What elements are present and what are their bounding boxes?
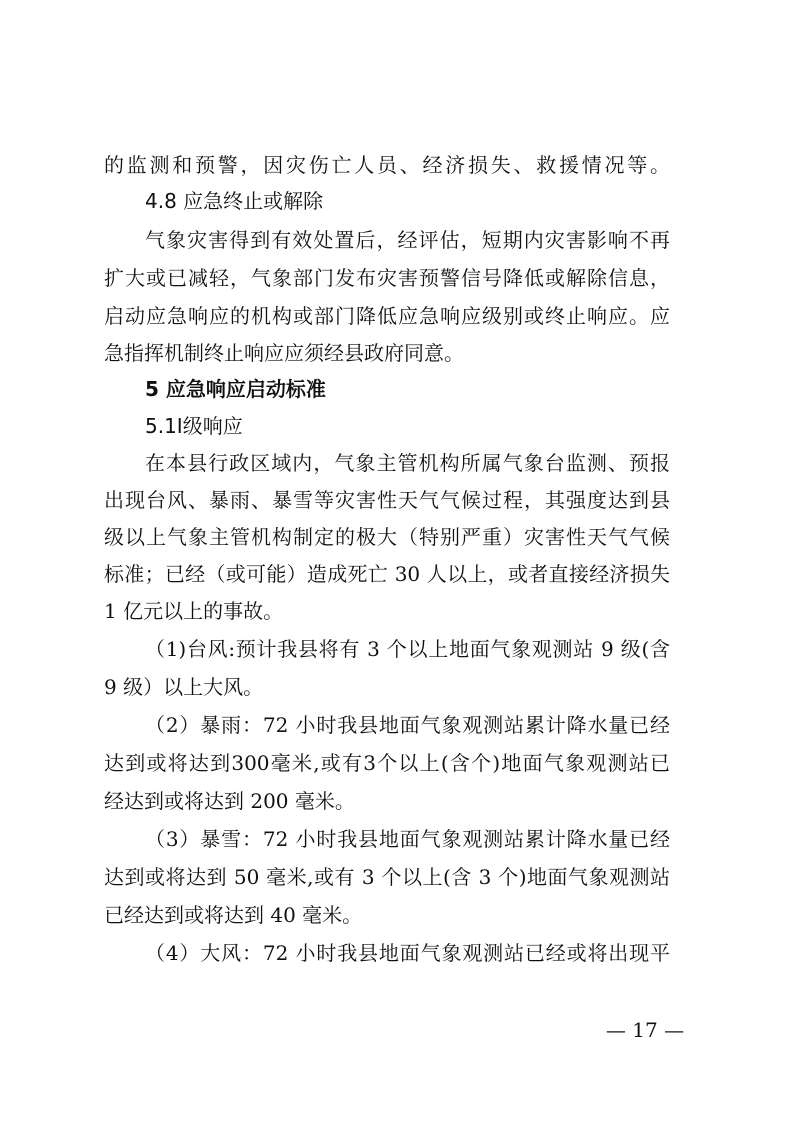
paragraph-line: 经达到或将达到 200 毫米。 bbox=[104, 789, 355, 813]
section-heading-4-8: 4.8 应急终止或解除 bbox=[145, 189, 324, 213]
paragraph-line: 扩大或已减轻，气象部门发布灾害预警信号降低或解除信息， bbox=[104, 266, 670, 290]
paragraph-line: 达到或将达到300毫米,或有3个以上(含个)地面气象观测站已 bbox=[104, 751, 670, 775]
page-number: — 17 — bbox=[605, 1018, 685, 1042]
list-item-gale: （4）大风：72 小时我县地面气象观测站已经或将出现平 bbox=[145, 941, 670, 965]
paragraph-line: 的监测和预警，因灾伤亡人员、经济损失、救援情况等。 bbox=[104, 153, 670, 177]
section-heading-5-1: 5.1Ⅰ级响应 bbox=[145, 414, 243, 438]
paragraph-line: 1 亿元以上的事故。 bbox=[104, 599, 284, 623]
paragraph-line: 级以上气象主管机构制定的极大（特别严重）灾害性天气气候 bbox=[104, 525, 670, 549]
paragraph-line: 标准；已经（或可能）造成死亡 30 人以上，或者直接经济损失 bbox=[104, 562, 670, 586]
paragraph-line: 气象灾害得到有效处置后，经评估，短期内灾害影响不再 bbox=[145, 228, 670, 252]
paragraph-line: 急指挥机制终止响应应须经县政府同意。 bbox=[104, 341, 464, 365]
paragraph-line: 达到或将达到 50 毫米,或有 3 个以上(含 3 个)地面气象观测站 bbox=[104, 865, 670, 889]
paragraph-line: 在本县行政区域内，气象主管机构所属气象台监测、预报 bbox=[145, 451, 670, 475]
paragraph-line: 出现台风、暴雨、暴雪等灾害性天气气候过程，其强度达到县 bbox=[104, 488, 670, 512]
list-item-typhoon: （1)台风:预计我县将有 3 个以上地面气象观测站 9 级(含 bbox=[145, 637, 670, 661]
list-item-rainstorm: （2）暴雨：72 小时我县地面气象观测站累计降水量已经 bbox=[145, 713, 670, 737]
section-heading-5: 5 应急响应启动标准 bbox=[145, 377, 326, 401]
paragraph-line: 已经达到或将达到 40 毫米。 bbox=[104, 903, 363, 927]
list-item-snowstorm: （3）暴雪：72 小时我县地面气象观测站累计降水量已经 bbox=[145, 827, 670, 851]
paragraph-line: 9 级）以上大风。 bbox=[104, 675, 264, 699]
paragraph-line: 启动应急响应的机构或部门降低应急响应级别或终止响应。应 bbox=[104, 304, 670, 328]
